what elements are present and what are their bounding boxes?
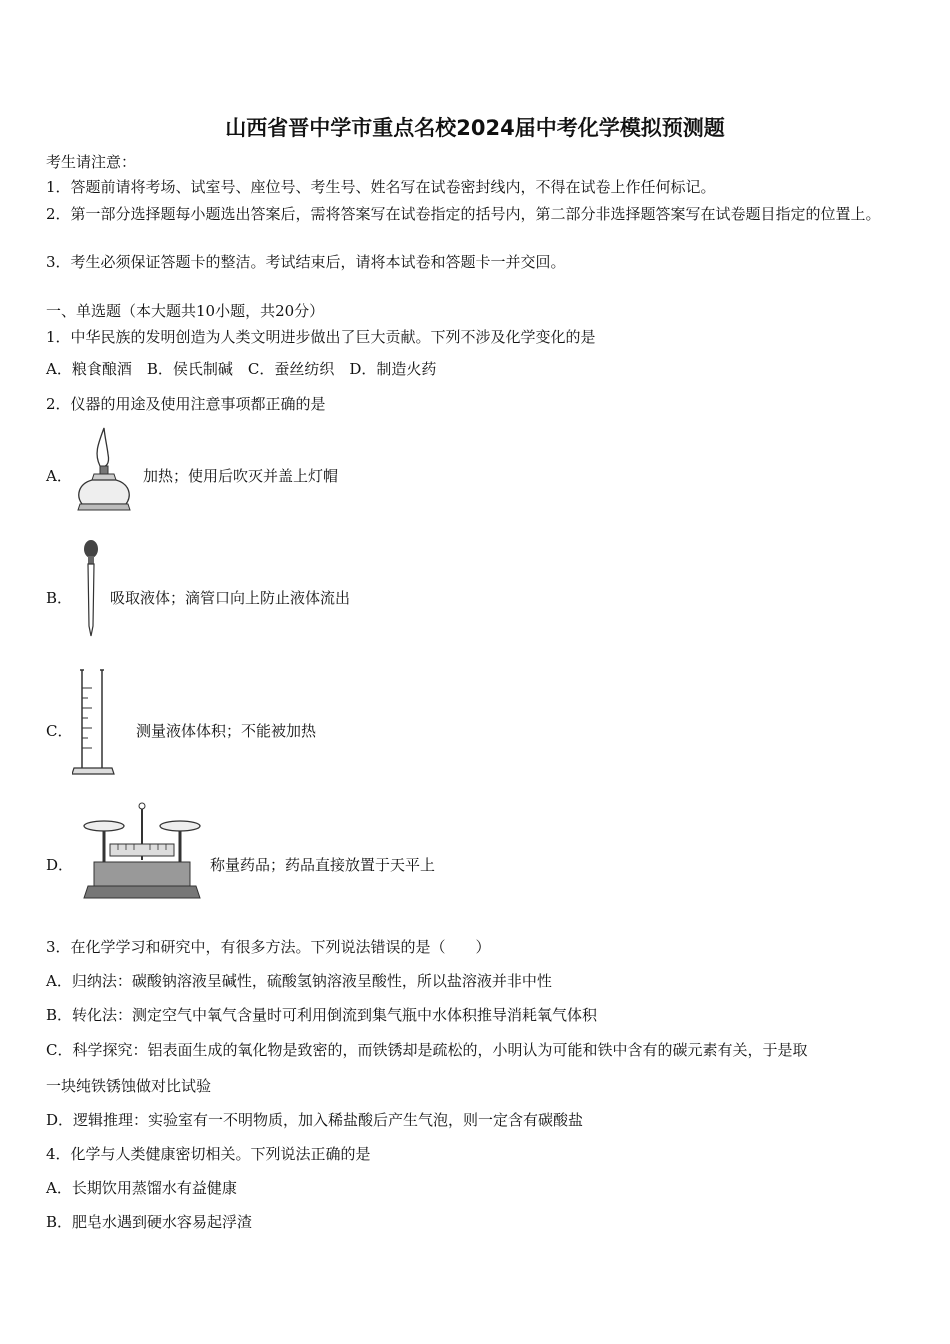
option-text: A．长期饮用蒸馏水有益健康 bbox=[46, 1179, 237, 1197]
option-text: 吸取液体；滴管口向上防止液体流出 bbox=[110, 589, 351, 607]
option-label: D． bbox=[46, 856, 74, 874]
option-text: D．逻辑推理：实验室有一不明物质，加入稀盐酸后产生气泡，则一定含有碳酸盐 bbox=[46, 1111, 584, 1129]
balance-scale-icon bbox=[80, 800, 204, 906]
notice-heading: 考生请注意： bbox=[46, 153, 137, 171]
option-label: A． bbox=[46, 467, 72, 485]
notice-item: 1．答题前请将考场、试室号、座位号、考生号、姓名写在试卷密封线内，不得在试卷上作任何标记。 bbox=[46, 178, 716, 196]
question-stem: 1．中华民族的发明创造为人类文明进步做出了巨大贡献。下列不涉及化学变化的是 bbox=[46, 328, 596, 346]
option-label: B． bbox=[46, 589, 73, 607]
question-options: A．粮食酿酒 B．侯氏制碱 C．蚕丝纺织 D．制造火药 bbox=[46, 360, 437, 378]
option-text: 加热；使用后吹灭并盖上灯帽 bbox=[143, 467, 339, 485]
option-text: B．转化法：测定空气中氧气含量时可利用倒流到集气瓶中水体积推导消耗氧气体积 bbox=[46, 1006, 598, 1024]
option-text: C．科学探究：铝表面生成的氧化物是致密的，而铁锈却是疏松的，小明认为可能和铁中含有的碳元素有关，于是取 bbox=[46, 1041, 808, 1059]
option-text: 一块纯铁锈蚀做对比试验 bbox=[46, 1077, 212, 1095]
graduated-cylinder-icon bbox=[72, 668, 122, 780]
option-text: A．归纳法：碳酸钠溶液呈碱性，硫酸氢钠溶液呈酸性，所以盐溶液并非中性 bbox=[46, 972, 552, 990]
option-text: B．肥皂水遇到硬水容易起浮渣 bbox=[46, 1213, 253, 1231]
section-heading: 一、单选题（本大题共10小题，共20分） bbox=[46, 302, 325, 320]
alcohol-lamp-icon bbox=[72, 424, 138, 514]
page-title: 山西省晋中学市重点名校2024届中考化学模拟预测题 bbox=[225, 116, 725, 140]
question-stem: 2．仪器的用途及使用注意事项都正确的是 bbox=[46, 395, 326, 413]
notice-item: 3．考生必须保证答题卡的整洁。考试结束后，请将本试卷和答题卡一并交回。 bbox=[46, 253, 566, 271]
dropper-icon bbox=[80, 538, 102, 638]
question-stem: 4．化学与人类健康密切相关。下列说法正确的是 bbox=[46, 1145, 371, 1163]
question-stem: 3．在化学学习和研究中，有很多方法。下列说法错误的是（ ） bbox=[46, 938, 491, 956]
option-text: 称量药品；药品直接放置于天平上 bbox=[210, 856, 436, 874]
option-label: C． bbox=[46, 722, 73, 740]
option-text: 测量液体体积；不能被加热 bbox=[136, 722, 317, 740]
notice-item: 2．第一部分选择题每小题选出答案后，需将答案写在试卷指定的括号内，第二部分非选择题答案写在试卷题目指定的位置上。 bbox=[46, 205, 881, 223]
